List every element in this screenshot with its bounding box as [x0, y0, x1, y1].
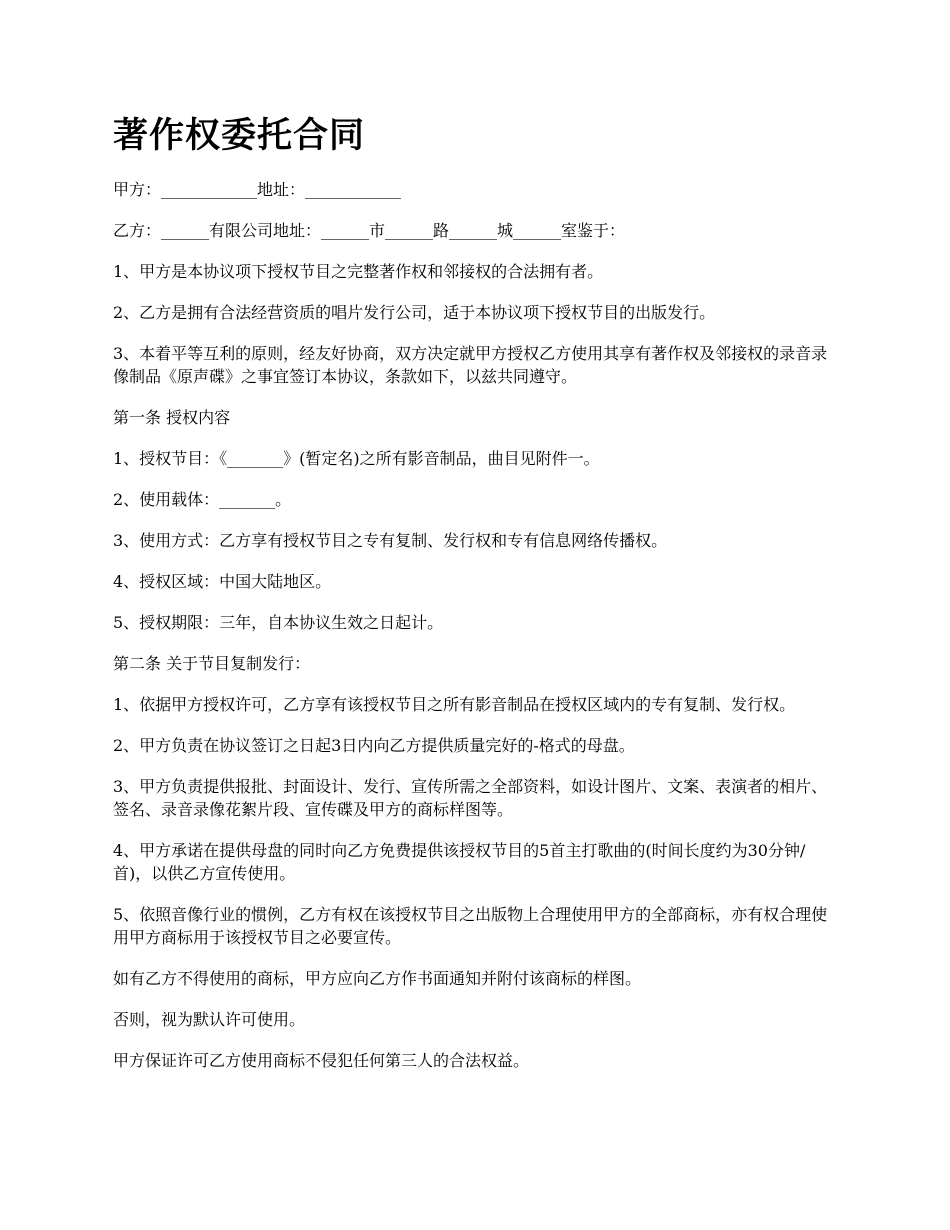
recital-1: 1、甲方是本协议项下授权节目之完整著作权和邻接权的合法拥有者。: [113, 262, 604, 281]
article-2-clause-1: 1、依据甲方授权许可，乙方享有该授权节目之所有影音制品在授权区域内的专有复制、发行权。: [113, 695, 796, 714]
article-1-heading: 第一条 授权内容: [113, 408, 231, 427]
article-1-clause-5: 5、授权期限：三年，自本协议生效之日起计。: [113, 613, 444, 632]
document-page: [113, 112, 835, 1090]
default-permission: 否则，视为默认许可使用。: [113, 1010, 306, 1029]
party-a-line: 甲方：____________地址：____________: [113, 180, 402, 199]
recital-2: 2、乙方是拥有合法经营资质的唱片发行公司，适于本协议项下授权节目的出版发行。: [113, 303, 716, 322]
article-2-clause-4: 4、甲方承诺在提供母盘的同时向乙方免费提供该授权节目的5首主打歌曲的(时间长度约为30分钟/首)，以供乙方宣传使用。: [113, 841, 806, 883]
article-1-clause-4: 4、授权区域：中国大陆地区。: [113, 572, 332, 591]
non-infringement-guarantee: 甲方保证许可乙方使用商标不侵犯任何第三人的合法权益。: [113, 1051, 530, 1070]
article-2-heading: 第二条 关于节目复制发行：: [113, 654, 311, 673]
article-2-clause-5: 5、依照音像行业的惯例，乙方有权在该授权节目之出版物上合理使用甲方的全部商标，亦有权合理使用甲方商标用于该授权节目之必要宣传。: [113, 905, 828, 947]
article-1-clause-3: 3、使用方式：乙方享有授权节目之专有复制、发行权和专有信息网络传播权。: [113, 531, 668, 550]
article-2-clause-3: 3、甲方负责提供报批、封面设计、发行、宣传所需之全部资料，如设计图片、文案、表演者的相片、签名、录音录像花絮片段、宣传碟及甲方的商标样图等。: [113, 777, 828, 819]
document-title: 著作权委托合同: [113, 116, 366, 156]
party-b-line: 乙方：______有限公司地址：______市______路______城______室鉴于：: [113, 221, 626, 240]
article-1-clause-1: 1、授权节目：《_______》(暂定名)之所有影音制品，曲目见附件一。: [113, 449, 600, 468]
article-2-clause-2: 2、甲方负责在协议签订之日起3日内向乙方提供质量完好的-格式的母盘。: [113, 736, 635, 755]
article-1-clause-2: 2、使用载体：_______。: [113, 490, 292, 509]
trademark-notice: 如有乙方不得使用的商标，甲方应向乙方作书面通知并附付该商标的样图。: [113, 969, 642, 988]
recital-3: 3、本着平等互利的原则，经友好协商，双方决定就甲方授权乙方使用其享有著作权及邻接权的录音录像制品《原声碟》之事宜签订本协议，条款如下，以兹共同遵守。: [113, 344, 828, 386]
